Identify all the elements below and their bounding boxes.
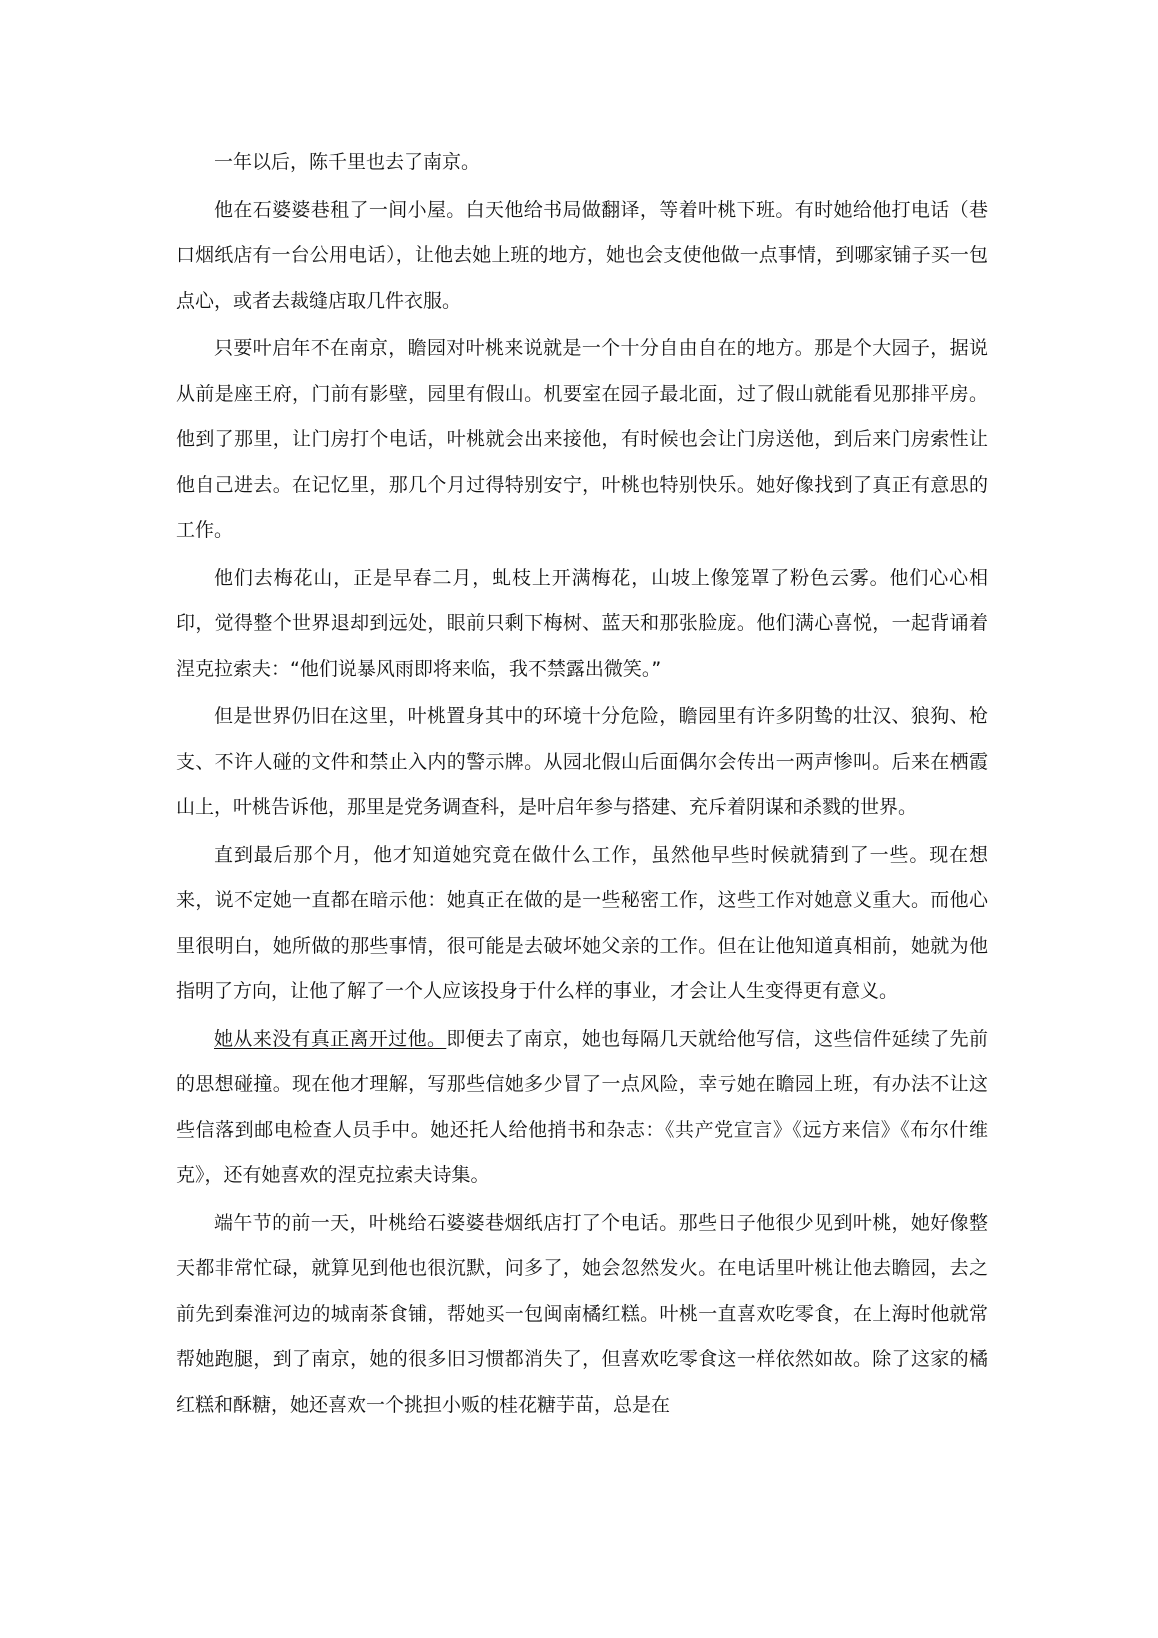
paragraph-7-text: 即便去了南京，她也每隔几天就给他写信，这些信件延续了先前的思想碰撞。现在他才理解，写那些信她多少冒了一点风险，幸亏她在瞻园上班，有办法不让这些信落到邮电检查人员手中。她还托人给他捎书和杂志：《共产党宣言》《远方来信》《布尔什维克》，还有她喜欢的涅克拉索夫诗集。 xyxy=(176,1027,988,1186)
paragraph-2: 他在石婆婆巷租了一间小屋。白天他给书局做翻译，等着叶桃下班。有时她给他打电话（巷口烟纸店有一台公用电话），让他去她上班的地方，她也会支使他做一点事情，到哪家铺子买一包点心，或者去裁缝店取几件衣服。 xyxy=(176,198,988,312)
paragraph-5: 但是世界仍旧在这里，叶桃置身其中的环境十分危险，瞻园里有许多阴鸷的壮汉、狼狗、枪支、不许人碰的文件和禁止入内的警示牌。从园北假山后面偶尔会传出一两声惨叫。后来在栖霞山上，叶桃告诉他，那里是党务调查科，是叶启年参与搭建、充斥着阴谋和杀戮的世界。 xyxy=(176,705,988,818)
paragraph-8: 端午节的前一天，叶桃给石婆婆巷烟纸店打了个电话。那些日子他很少见到叶桃，她好像整天都非常忙碌，就算见到他也很沉默，问多了，她会忽然发火。在电话里叶桃让他去瞻园，去之前先到秦淮河边的城南茶食铺，帮她买一包闽南橘红糕。叶桃一直喜欢吃零食，在上海时他就常帮她跑腿，到了南京，她的很多旧习惯都消失了，但喜欢吃零食这一样依然如故。除了这家的橘红糕和酥糖，她还喜欢一个挑担小贩的桂花糖芋苗，总是在 xyxy=(176,1211,988,1416)
paragraph-1: 一年以后，陈千里也去了南京。 xyxy=(214,151,481,173)
paragraph-6: 直到最后那个月，他才知道她究竟在做什么工作，虽然他早些时候就猜到了一些。现在想来，说不定她一直都在暗示他：她真正在做的是一些秘密工作，这些工作对她意义重大。而他心里很明白，她所做的那些事情，很可能是去破坏她父亲的工作。但在让他知道真相前，她就为他指明了方向，让他了解了一个人应该投身于什么样的事业，才会让人生变得更有意义。 xyxy=(176,843,988,1002)
document-page xyxy=(176,140,988,1428)
paragraph-7 xyxy=(176,1017,988,1199)
underlined-sentence: 她从来没有真正离开过他。 xyxy=(214,1027,447,1050)
paragraph-4: 他们去梅花山，正是早春二月，虬枝上开满梅花，山坡上像笼罩了粉色云雾。他们心心相印，觉得整个世界退却到远处，眼前只剩下梅树、蓝天和那张脸庞。他们满心喜悦，一起背诵着涅克拉索夫：“他们说暴风雨即将来临，我不禁露出微笑。” xyxy=(176,566,988,680)
paragraph-3: 只要叶启年不在南京，瞻园对叶桃来说就是一个十分自由自在的地方。那是个大园子，据说从前是座王府，门前有影壁，园里有假山。机要室在园子最北面，过了假山就能看见那排平房。他到了那里，让门房打个电话，叶桃就会出来接他，有时候也会让门房送他，到后来门房索性让他自己进去。在记忆里，那几个月过得特别安宁，叶桃也特别快乐。她好像找到了真正有意思的工作。 xyxy=(176,337,988,541)
